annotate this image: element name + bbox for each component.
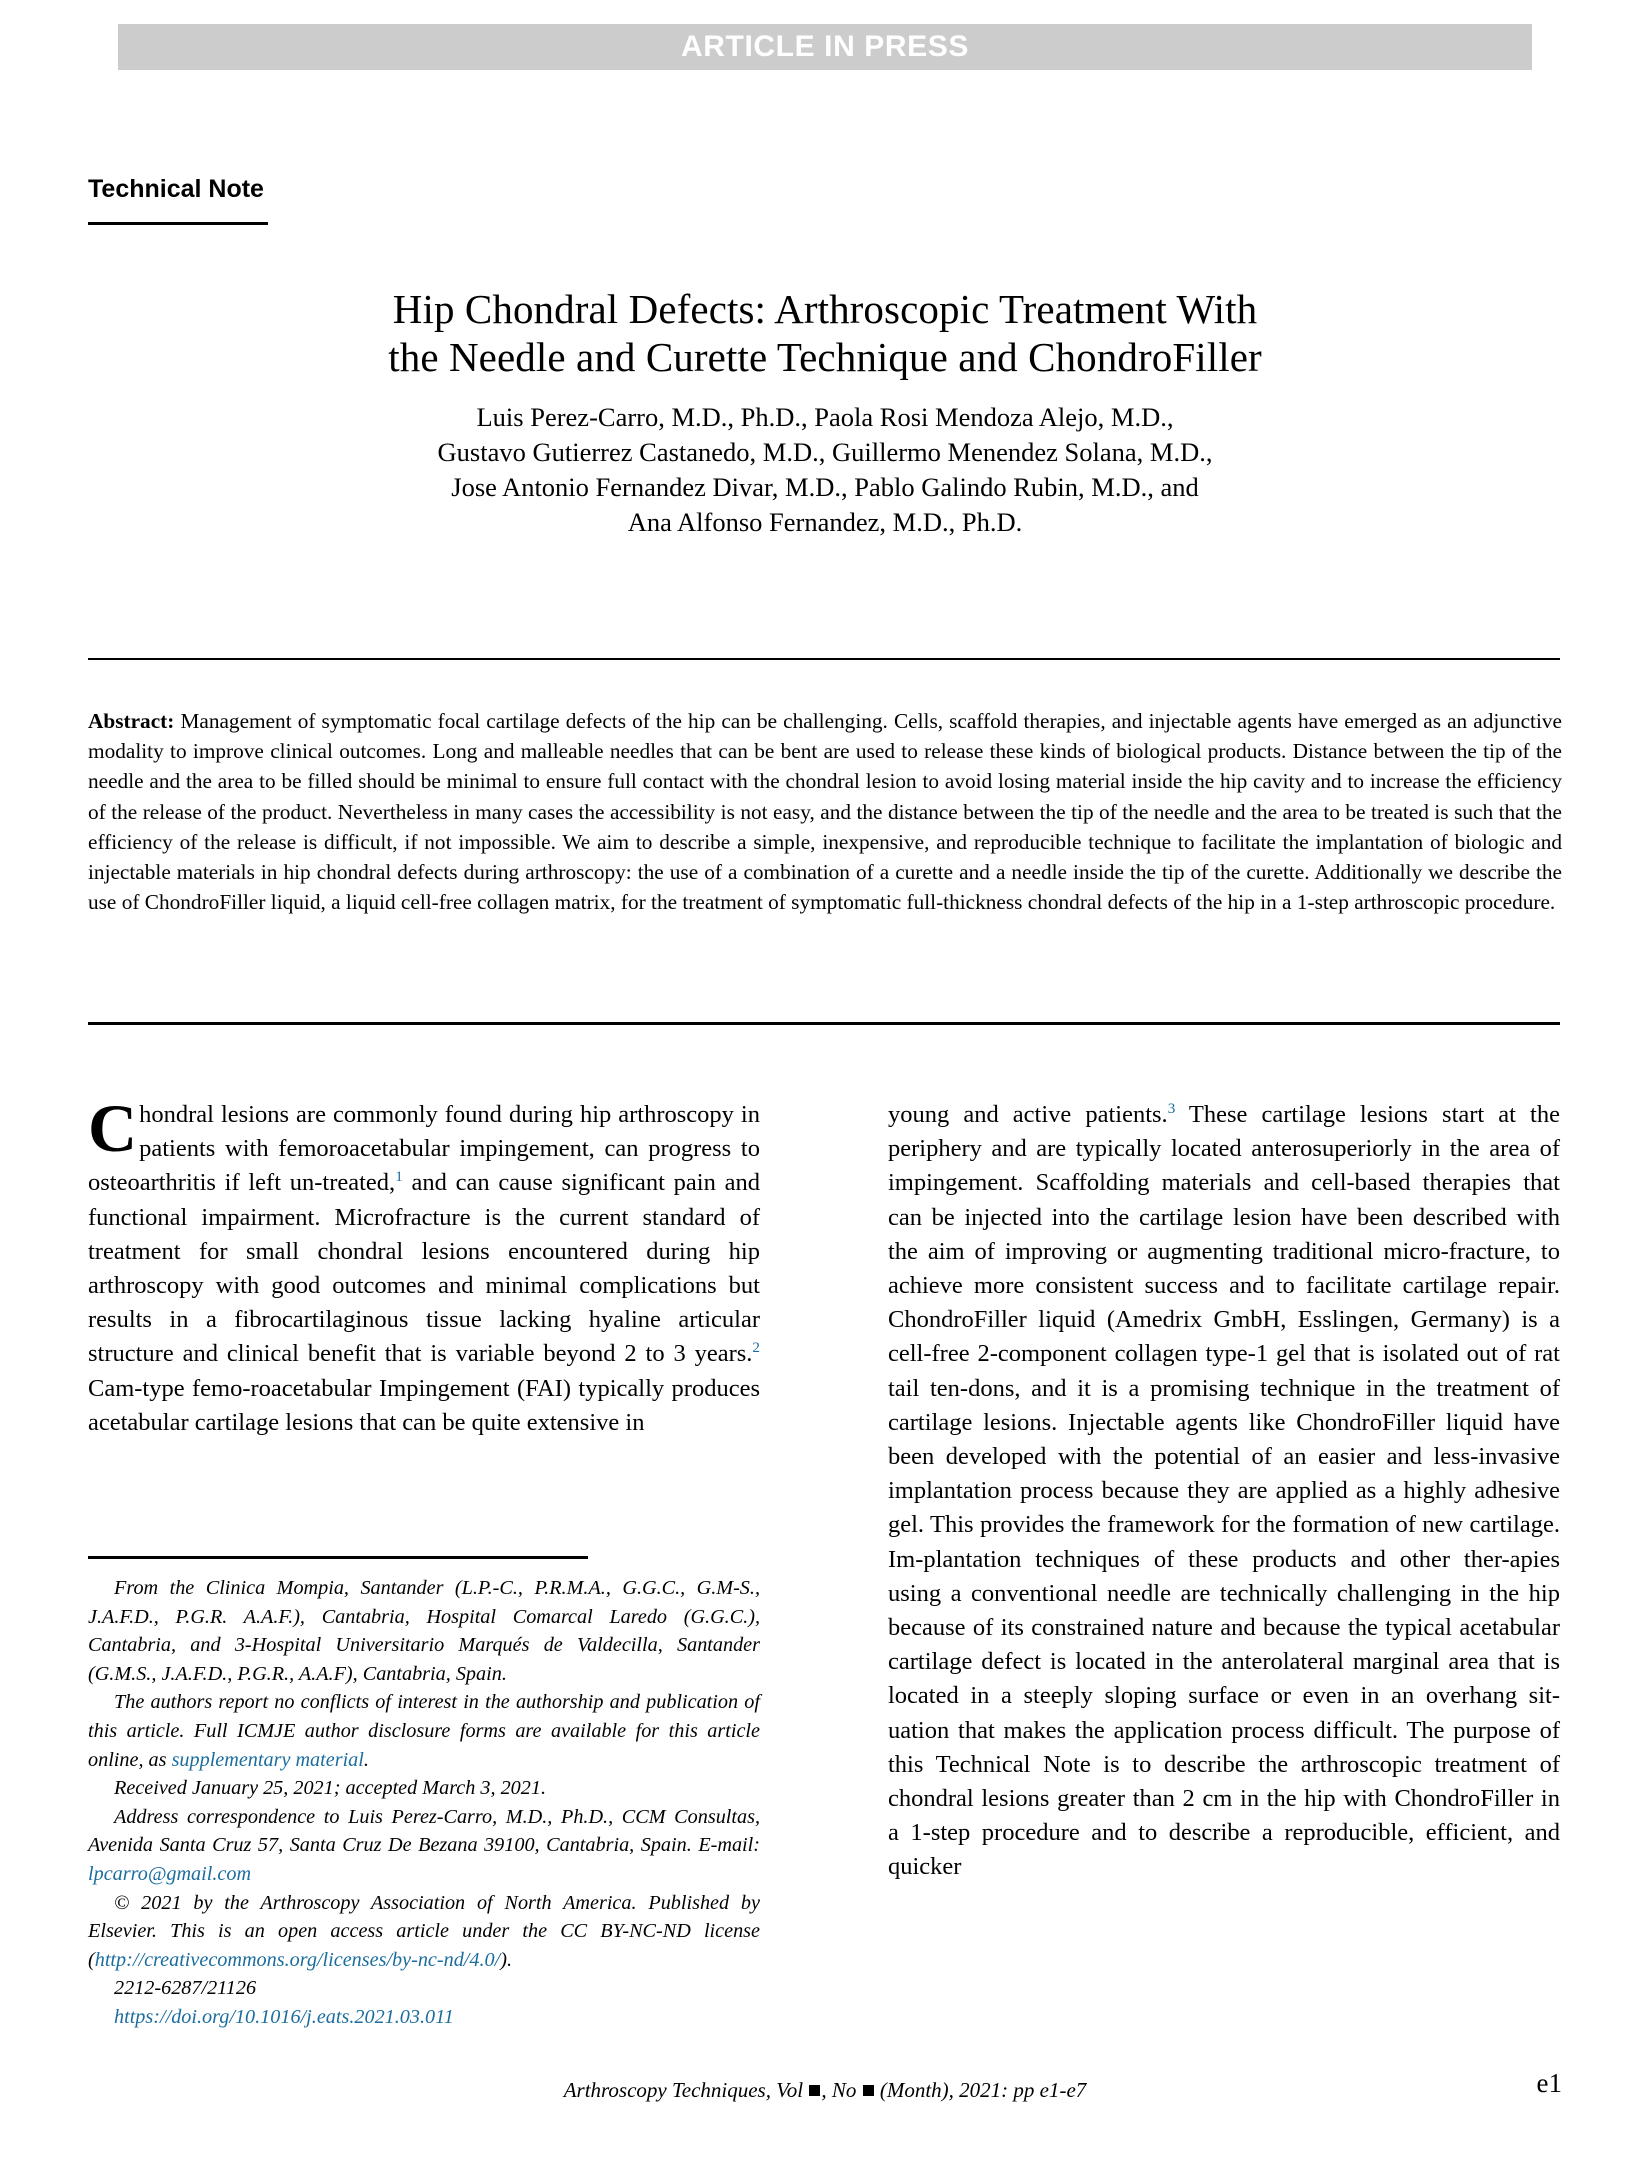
correspondence-text: Address correspondence to Luis Perez-Carro, M.D., Ph.D., CCM Consultas, Avenida Santa Cruz 57, Santa Cruz De Bezana 39100, Cantabria, Spain. E-mail: [88,1805,760,1857]
footer-journal-mid: , No [821,2078,862,2102]
footer-journal-line [0,2078,1650,2103]
disclosure-text-pre: The authors report no conflicts of interest in the authorship and publication of this article. Full ICMJE author disclosure forms are available for this article online, as [88,1691,760,1771]
intro-text-part-2: and can cause significant pain and functional impairment. Microfracture is the current standard of treatment for small chondral lesions encountered during hip arthroscopy with good outcomes and minimal complications but results in a fibrocartilaginous tissue lacking hyaline articular structure and clinical benefit that is variable beyond 2 to 3 years. [88,1169,760,1368]
supplementary-material-link[interactable]: supplementary material [171,1748,364,1771]
intro-text-part-3: Cam-type femo-roacetabular Impingement (FAI) typically produces acetabular cartilage lesions that can be quite extensive in [88,1374,760,1436]
copyright-text-post: ). [500,1948,513,1971]
footnote-affiliation: From the Clinica Mompia, Santander (L.P.-C., P.R.M.A., G.G.C., G.M-S., J.A.F.D., P.G.R. A.A.F.), Cantabria, Hospital Comarcal Laredo (G.G.C.), Cantabria, and 3-Hospital Universitario Marqués de Valdecilla, Santander (G.M.S., J.A.F.D., P.G.R., A.A.F), Cantabria, Spain. [88,1577,760,1685]
page-number: e1 [1536,2068,1562,2098]
body-column-left [88,1090,760,1440]
disclosure-text-post: . [363,1748,369,1771]
right-text-part-2: These cartilage lesions start at the periphery and are typically located anterosuperiorly in the area of impingement. Scaffolding materials and cell-based therapies that can be injected into the cartilage lesion have been described with the aim of improving or augmenting traditional micro-fracture, to achieve more consistent success and to facilitate cartilage repair. ChondroFiller liquid (Amedrix GmbH, Esslingen, Germany) is a cell-free 2-component collagen type-1 gel that is isolated out of rat tail ten-dons, and it is a promising technique in the treatment of cartilage lesions. Injectable agents like ChondroFiller liquid have been developed with the potential of an easier and less-invasive implantation process because they are applied as a highly adhesive gel. This provides the framework for the formation of new cartilage. Im-plantation techniques of these products and other ther-apies using a conventional needle are technically challenging in the hip because of its constrained nature and because the typical acetabular cartilage defect is located in the anterolateral marginal area that is located in a steeply sloping surface or even in an overhang sit-uation that makes the application process difficult. The purpose of this Technical Note is to describe the arthroscopic treatment of chondral lesions greater than 2 cm in the hip with ChondroFiller in a 1-step procedure and to describe a reproducible, efficient, and quicker [888,1101,1560,1881]
license-link[interactable]: http://creativecommons.org/licenses/by-nc-nd/4.0/ [94,1948,501,1971]
abstract [88,706,1562,917]
abstract-body: Management of symptomatic focal cartilage defects of the hip can be challenging. Cells, scaffold therapies, and injectable agents have emerged as an adjunctive modality to improve clinical outcomes. Long and malleable needles that can be bent are used to release these kinds of biological products. Distance between the tip of the needle and the area to be filled should be minimal to ensure full contact with the chondral lesion to avoid losing material inside the hip cavity and to increase the efficiency of the release of the product. Nevertheless in many cases the accessibility is not easy, and the distance between the tip of the needle and the area to be treated is such that the efficiency of the release is difficult, if not impossible. We aim to describe a simple, inexpensive, and reproducible technique to facilitate the implantation of biologic and injectable materials in hip chondral defects during arthroscopy: the use of a combination of a curette and a needle inside the tip of the curette. Additionally we describe the use of ChondroFiller liquid, a liquid cell-free collagen matrix, for the treatment of symptomatic full-thickness chondral defects of the hip in a 1-step arthroscopic procedure. [88,709,1562,915]
abstract-bottom-rule [88,1022,1560,1025]
issue-placeholder-icon [863,2085,874,2096]
intro-paragraph-left [88,1090,760,1440]
right-text-part-1: young and active patients. [888,1101,1168,1128]
citation-ref-3[interactable]: 3 [1167,1099,1176,1117]
drop-cap: C [88,1090,138,1166]
footnote-disclosure [88,1688,760,1774]
author-line-3: Jose Antonio Fernandez Divar, M.D., Pablo Galindo Rubin, M.D., and [451,472,1199,502]
footnote-copyright [88,1889,760,1975]
footnote-correspondence [88,1803,760,1889]
doi-link[interactable]: https://doi.org/10.1016/j.eats.2021.03.011 [114,2005,454,2028]
citation-ref-2[interactable]: 2 [752,1339,760,1357]
footnote-block [88,1574,760,2032]
article-in-press-banner [118,24,1532,70]
footnote-divider [88,1556,588,1559]
section-label: Technical Note [88,175,264,203]
abstract-label: Abstract: [88,709,175,733]
footer-journal-post: (Month), 2021: pp e1-e7 [874,2078,1087,2102]
email-link[interactable]: lpcarro@gmail.com [88,1862,252,1885]
author-line-4: Ana Alfonso Fernandez, M.D., Ph.D. [627,507,1023,537]
body-column-right [888,1098,1560,1885]
footnote-received-date: Received January 25, 2021; accepted March 3, 2021. [114,1777,547,1800]
volume-placeholder-icon [809,2085,820,2096]
footnote-doi [88,2003,760,2032]
page-title [115,285,1535,381]
title-line-1: Hip Chondral Defects: Arthroscopic Treatment With [392,286,1258,332]
section-divider [88,222,268,225]
footnote-issn: 2212-6287/21126 [114,1977,257,2000]
footer-journal-pre: Arthroscopy Techniques, Vol [563,2078,809,2102]
author-line-2: Gustavo Gutierrez Castanedo, M.D., Guillermo Menendez Solana, M.D., [437,437,1213,467]
author-line-1: Luis Perez-Carro, M.D., Ph.D., Paola Rosi Mendoza Alejo, M.D., [476,402,1174,432]
article-in-press-label: ARTICLE IN PRESS [681,30,969,63]
copyright-text-pre: © 2021 by the Arthroscopy Association of North America. Published by Elsevier. This is an open access article under the CC BY-NC-ND license ( [88,1891,760,1971]
intro-text-part-1: hondral lesions are commonly found during hip arthroscopy in patients with femoroacetabular impingement, can progress to osteoarthritis if left un-treated, [88,1101,760,1197]
citation-ref-1[interactable]: 1 [395,1168,403,1186]
author-list [115,400,1535,540]
intro-paragraph-right [888,1098,1560,1885]
abstract-top-rule [88,658,1560,660]
title-line-2: the Needle and Curette Technique and ChondroFiller [388,334,1262,380]
